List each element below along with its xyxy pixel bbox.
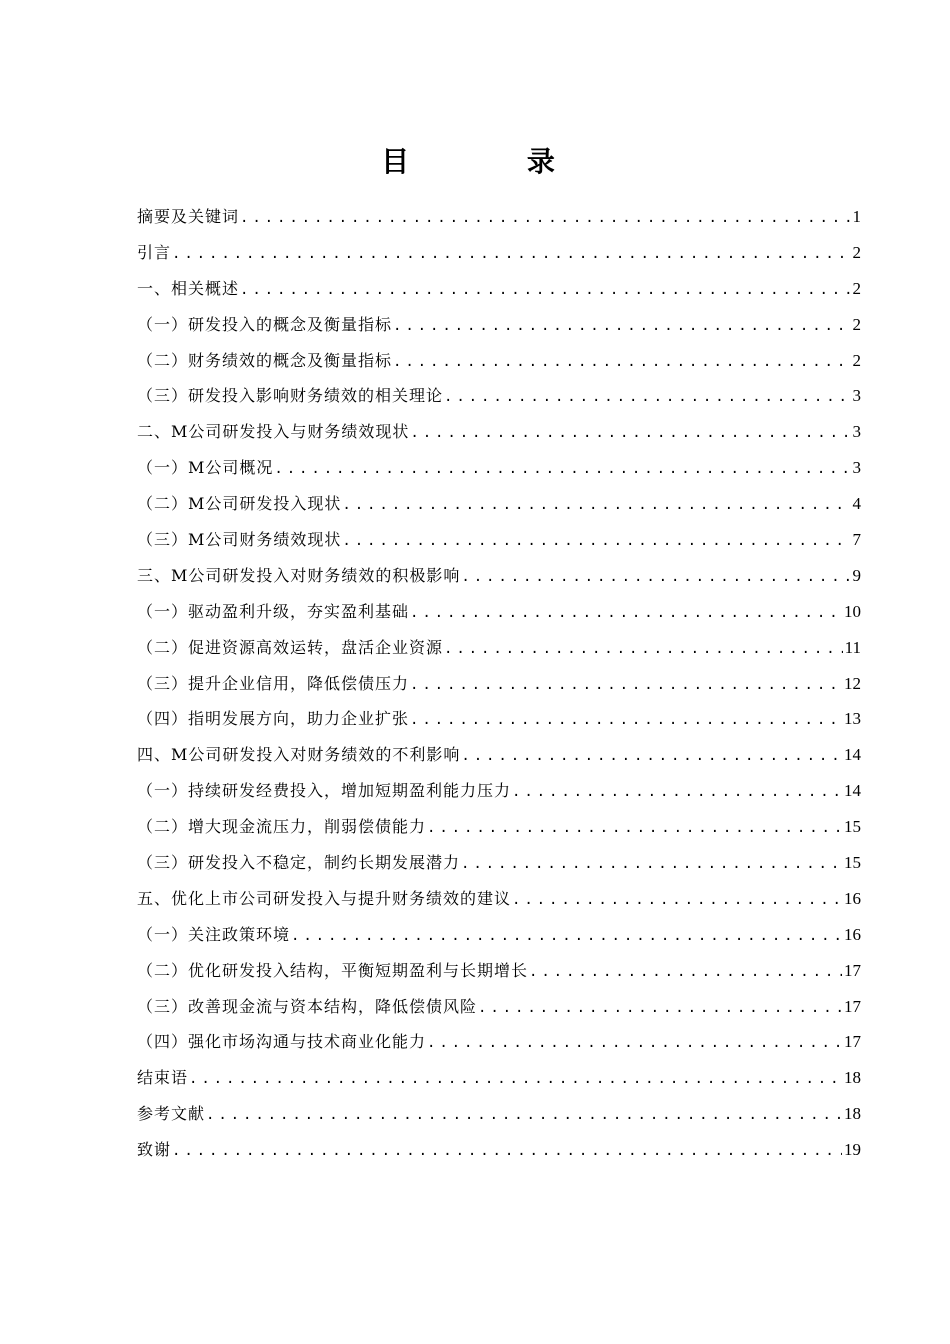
toc-entry-title: （一）驱动盈利升级，夯实盈利基础 xyxy=(137,601,410,621)
toc-dot-leader xyxy=(189,1062,842,1096)
toc-entry-title: （二）M公司研发投入现状 xyxy=(137,494,342,514)
toc-page-number: 2 xyxy=(852,242,861,262)
toc-dot-leader xyxy=(240,273,850,307)
toc-entry[interactable] xyxy=(137,199,861,235)
toc-entry-title: 二、M公司研发投入与财务绩效现状 xyxy=(137,422,410,442)
toc-dot-leader xyxy=(206,1098,842,1132)
toc-page-number: 14 xyxy=(844,781,861,801)
toc-page-number: 10 xyxy=(844,601,861,621)
toc-dot-leader xyxy=(291,919,842,953)
toc-entry-title: （二）财务绩效的概念及衡量指标 xyxy=(137,350,393,370)
toc-entry[interactable] xyxy=(137,307,861,343)
toc-dot-leader xyxy=(427,811,842,845)
toc-entry[interactable] xyxy=(137,271,861,307)
toc-entry-title: （三）提升企业信用，降低偿债压力 xyxy=(137,673,410,693)
toc-dot-leader xyxy=(410,596,842,630)
toc-dot-leader xyxy=(172,1134,842,1168)
toc-page-number: 17 xyxy=(844,996,861,1016)
toc-page-number: 19 xyxy=(844,1140,861,1160)
toc-dot-leader xyxy=(512,883,842,917)
toc-entry-title: 四、M公司研发投入对财务绩效的不利影响 xyxy=(137,745,461,765)
toc-entry-title: （三）M公司财务绩效现状 xyxy=(137,530,342,550)
toc-entry[interactable] xyxy=(137,378,861,414)
toc-entry[interactable] xyxy=(137,522,861,558)
toc-dot-leader xyxy=(461,847,842,881)
toc-entry-title: （三）研发投入影响财务绩效的相关理论 xyxy=(137,386,444,406)
toc-entry[interactable] xyxy=(137,343,861,379)
toc-entry[interactable] xyxy=(137,450,861,486)
toc-entry-title: 摘要及关键词 xyxy=(137,207,240,226)
toc-entry[interactable] xyxy=(137,773,861,809)
toc-dot-leader xyxy=(512,775,842,809)
toc-entry[interactable] xyxy=(137,737,861,773)
toc-entry-title: 结束语 xyxy=(137,1068,189,1088)
toc-page-number: 9 xyxy=(852,565,861,585)
toc-entry-title: （一）研发投入的概念及衡量指标 xyxy=(137,314,393,334)
toc-page-number: 4 xyxy=(852,494,861,514)
toc-page-number: 2 xyxy=(852,314,861,334)
toc-entry[interactable] xyxy=(137,594,861,630)
toc-list xyxy=(137,199,861,1168)
toc-page-number: 1 xyxy=(852,207,861,226)
toc-entry[interactable] xyxy=(137,666,861,702)
toc-entry-title: （一）M公司概况 xyxy=(137,458,274,478)
toc-dot-leader xyxy=(410,668,842,702)
toc-entry[interactable] xyxy=(137,235,861,271)
toc-page-number: 3 xyxy=(852,386,861,406)
toc-dot-leader xyxy=(274,452,850,486)
toc-dot-leader xyxy=(427,1026,842,1060)
toc-entry[interactable] xyxy=(137,414,861,450)
toc-page-number: 15 xyxy=(844,817,861,837)
toc-entry-title: （三）研发投入不稳定，制约长期发展潜力 xyxy=(137,853,461,873)
toc-entry[interactable] xyxy=(137,881,861,917)
toc-dot-leader xyxy=(342,488,850,522)
toc-page-number: 2 xyxy=(852,278,861,298)
toc-dot-leader xyxy=(240,201,850,235)
toc-entry-title: （二）增大现金流压力，削弱偿债能力 xyxy=(137,817,427,837)
toc-entry-title: 三、M公司研发投入对财务绩效的积极影响 xyxy=(137,565,461,585)
toc-entry[interactable] xyxy=(137,1024,861,1060)
toc-entry-title: 致谢 xyxy=(137,1140,172,1160)
toc-entry-title: （一）关注政策环境 xyxy=(137,924,291,944)
toc-entry[interactable] xyxy=(137,809,861,845)
toc-page-number: 11 xyxy=(844,637,861,657)
toc-dot-leader xyxy=(461,560,850,594)
toc-entry[interactable] xyxy=(137,1096,861,1132)
toc-page-number: 14 xyxy=(844,745,861,765)
toc-entry-title: 引言 xyxy=(137,242,172,262)
toc-page-number: 15 xyxy=(844,853,861,873)
toc-entry[interactable] xyxy=(137,558,861,594)
toc-page-number: 18 xyxy=(844,1068,861,1088)
toc-page-number: 16 xyxy=(844,888,861,908)
toc-dot-leader xyxy=(478,991,842,1025)
toc-dot-leader xyxy=(444,380,850,414)
toc-page-number: 13 xyxy=(844,709,861,729)
toc-entry[interactable] xyxy=(137,989,861,1025)
toc-entry[interactable] xyxy=(137,1132,861,1168)
toc-entry[interactable] xyxy=(137,953,861,989)
toc-entry[interactable] xyxy=(137,1060,861,1096)
toc-entry-title: （二）促进资源高效运转，盘活企业资源 xyxy=(137,637,444,657)
toc-dot-leader xyxy=(410,703,842,737)
toc-dot-leader xyxy=(410,416,850,450)
toc-dot-leader xyxy=(393,345,850,379)
toc-dot-leader xyxy=(342,524,850,558)
toc-entry[interactable] xyxy=(137,845,861,881)
toc-title: 目 录 xyxy=(381,145,609,178)
toc-dot-leader xyxy=(529,955,842,989)
toc-page-number: 16 xyxy=(844,924,861,944)
toc-entry-title: （四）强化市场沟通与技术商业化能力 xyxy=(137,1032,427,1052)
toc-entry-title: （三）改善现金流与资本结构，降低偿债风险 xyxy=(137,996,478,1016)
toc-entry-title: （四）指明发展方向，助力企业扩张 xyxy=(137,709,410,729)
toc-entry-title: （二）优化研发投入结构，平衡短期盈利与长期增长 xyxy=(137,960,529,980)
toc-entry-title: 一、相关概述 xyxy=(137,278,240,298)
toc-entry[interactable] xyxy=(137,701,861,737)
toc-dot-leader xyxy=(393,309,850,343)
toc-entry-title: 参考文献 xyxy=(137,1104,206,1124)
toc-dot-leader xyxy=(172,237,850,271)
toc-page-number: 17 xyxy=(844,1032,861,1052)
toc-page-number: 7 xyxy=(852,530,861,550)
toc-page-number: 17 xyxy=(844,960,861,980)
toc-entry-title: 五、优化上市公司研发投入与提升财务绩效的建议 xyxy=(137,888,512,908)
toc-page-number: 3 xyxy=(852,458,861,478)
toc-page-number: 3 xyxy=(852,422,861,442)
toc-dot-leader xyxy=(461,739,842,773)
toc-page-number: 12 xyxy=(844,673,861,693)
toc-entry-title: （一）持续研发经费投入，增加短期盈利能力压力 xyxy=(137,781,512,801)
toc-page-number: 2 xyxy=(852,350,861,370)
toc-dot-leader xyxy=(444,632,843,666)
toc-page-number: 18 xyxy=(844,1104,861,1124)
toc-entry[interactable] xyxy=(137,486,861,522)
toc-entry[interactable] xyxy=(137,917,861,953)
toc-entry[interactable] xyxy=(137,630,861,666)
